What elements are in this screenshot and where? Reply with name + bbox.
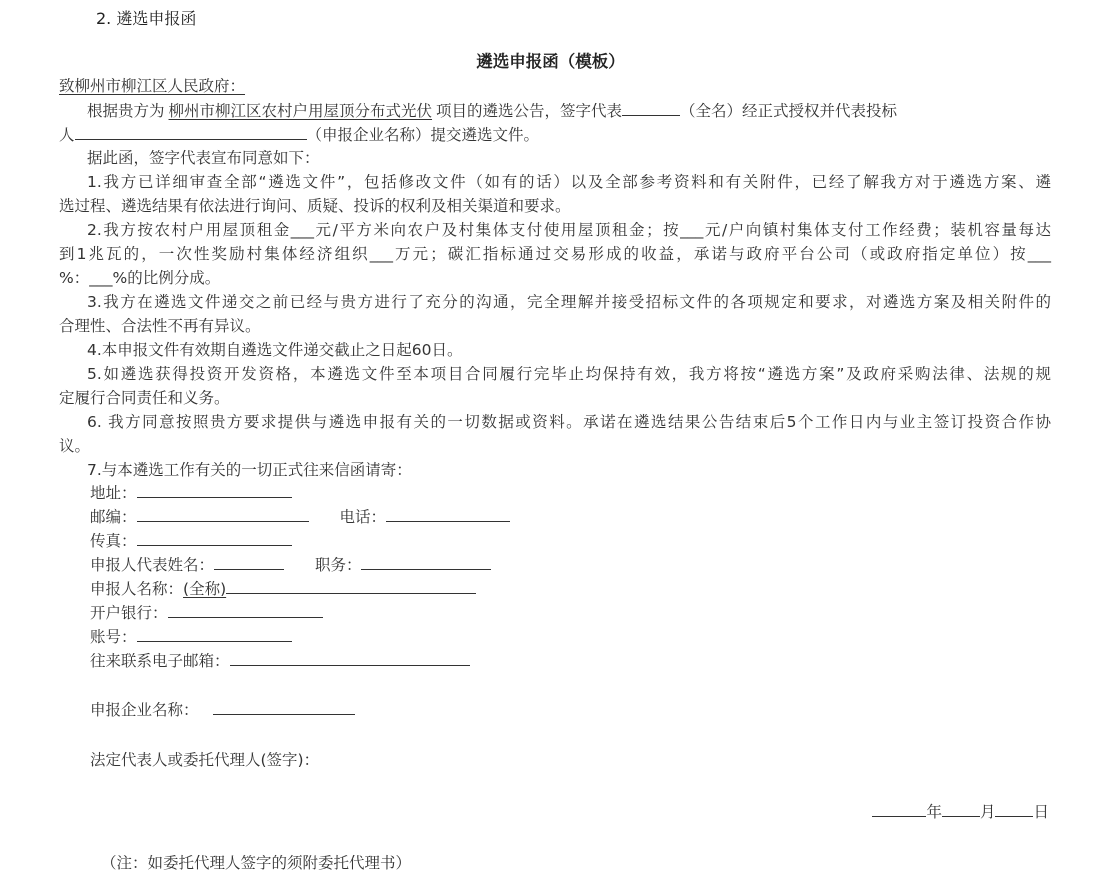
company-name-blank — [75, 122, 307, 140]
postcode-row — [90, 504, 510, 528]
contact-fields — [90, 480, 510, 672]
item-3-line-1: 3.我方在遴选文件递交之前已经与贵方进行了充分的沟通，完全理解并接受招标文件的各项规定和要求，对遴选方案及相关附件的 — [87, 293, 1051, 311]
applicant-name-label: 申报人名称： — [90, 580, 184, 598]
addressee — [59, 74, 1051, 98]
account-field[interactable] — [137, 624, 292, 642]
address-field[interactable] — [137, 480, 292, 498]
item-5-line-1: 5.如遴选获得投资开发资格，本遴选文件至本项目合同履行完毕止均保持有效，我方将按“遴选方案”及政府采购法律、法规的规 — [87, 365, 1051, 383]
item-1-line-2: 选过程、遴选结果有依法进行询问、质疑、投诉的权利及相关渠道和要求。 — [59, 197, 571, 215]
letter-body — [59, 74, 1051, 482]
rep-name-label: 申报人代表姓名： — [90, 556, 215, 574]
address-row — [90, 480, 510, 504]
company-name-row — [90, 697, 355, 720]
fax-field[interactable] — [137, 528, 292, 546]
signer-name-blank — [622, 98, 680, 116]
item-6-line-2: 议。 — [59, 437, 91, 455]
full-name-hint: (全称) — [183, 580, 227, 598]
position-field[interactable] — [361, 552, 491, 570]
postcode-field[interactable] — [137, 504, 309, 522]
footnote: （注：如委托代理人签字的须附委托代理书） — [101, 854, 412, 872]
month-label: 月 — [979, 803, 996, 821]
item-1-line-1: 1.我方已详细审查全部“遴选文件”，包括修改文件（如有的话）以及全部参考资料和有关附件，已经了解我方对于遴选方案、遴 — [87, 173, 1051, 191]
item-5-line-2: 定履行合同责任和义务。 — [59, 389, 230, 407]
fax-row — [90, 528, 510, 552]
day-label: 日 — [1033, 803, 1049, 821]
email-field[interactable] — [230, 648, 470, 666]
intro-text-c: （全名）经正式授权并代表投标 — [680, 102, 898, 120]
year-field[interactable] — [872, 799, 926, 817]
item-2-line-3: %：___%的比例分成。 — [59, 269, 221, 287]
page-title: 遴选申报函（模板） — [476, 52, 625, 71]
rep-name-row — [90, 552, 510, 576]
item-2-line-1: 2.我方按农村户用屋顶租金___元/平方米向农户及村集体支付使用屋顶租金；按___元/户向镇村集体支付工作经费；装机容量每达 — [87, 221, 1051, 239]
month-field[interactable] — [942, 799, 980, 817]
postcode-label: 邮编： — [90, 508, 137, 526]
intro-text-d: 人 — [59, 126, 75, 144]
account-label: 账号： — [90, 628, 137, 646]
company-name-label: 申报企业名称： — [90, 701, 199, 719]
applicant-name-row — [90, 576, 510, 600]
email-label: 往来联系电子邮箱： — [90, 652, 230, 670]
addressee-text: 致柳州市柳江区人民政府： — [59, 77, 246, 95]
signer-label: 法定代表人或委托代理人(签字)： — [90, 751, 320, 769]
account-row — [90, 624, 510, 648]
phone-field[interactable] — [386, 504, 510, 522]
intro-line-2 — [59, 122, 1051, 146]
position-label: 职务： — [314, 556, 362, 574]
intro-text-e: （申报企业名称）提交遴选文件。 — [306, 126, 540, 144]
phone-label: 电话： — [339, 508, 386, 526]
intro-text-a: 根据贵方为 — [87, 102, 165, 120]
year-label: 年 — [926, 803, 942, 821]
declare-line: 据此函，签字代表宣布同意如下： — [87, 149, 320, 167]
item-3-line-2: 合理性、合法性不再有异议。 — [59, 317, 261, 335]
intro-text-b: 项目的遴选公告，签字代表 — [436, 102, 623, 120]
address-label: 地址： — [90, 484, 137, 502]
rep-name-field[interactable] — [214, 552, 284, 570]
project-name: 柳州市柳江区农村户用屋顶分布式光伏 — [168, 102, 433, 120]
applicant-name-field[interactable] — [226, 576, 476, 594]
item-7-line: 7.与本遴选工作有关的一切正式往来信函请寄： — [87, 461, 412, 479]
date-row — [872, 799, 1049, 822]
section-heading: 2. 遴选申报函 — [96, 9, 197, 28]
bank-label: 开户银行： — [90, 604, 168, 622]
day-field[interactable] — [995, 799, 1033, 817]
intro-line-1 — [59, 98, 1051, 122]
bank-field[interactable] — [168, 600, 323, 618]
fax-label: 传真： — [90, 532, 137, 550]
signer-row — [90, 748, 319, 770]
company-name-field[interactable] — [213, 697, 355, 715]
item-4-line: 4.本申报文件有效期自遴选文件递交截止之日起60日。 — [87, 341, 463, 359]
email-row — [90, 648, 510, 672]
item-6-line-1: 6. 我方同意按照贵方要求提供与遴选申报有关的一切数据或资料。承诺在遴选结果公告结束后5个工作日内与业主签订投资合作协 — [87, 413, 1051, 431]
bank-row — [90, 600, 510, 624]
item-2-line-2: 到1兆瓦的，一次性奖励村集体经济组织___万元；碳汇指标通过交易形成的收益，承诺与政府平台公司（或政府指定单位）按___ — [59, 245, 1051, 263]
